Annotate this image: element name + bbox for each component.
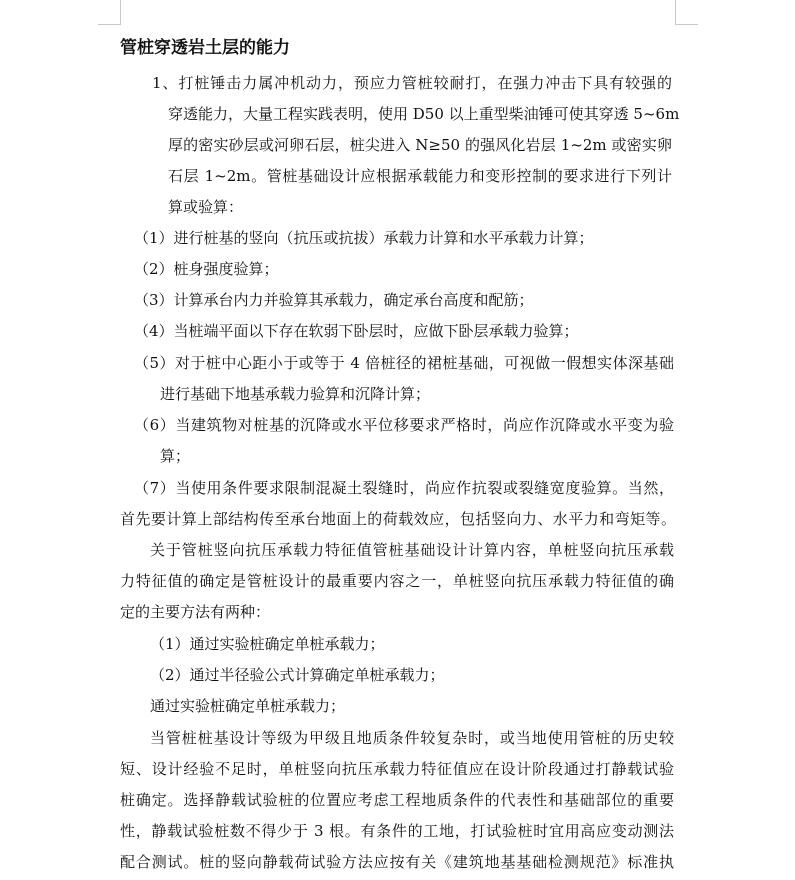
list-item: （6）当建筑物对桩基的沉降或水平位移要求严格时，尚应作沉降或水平变为验	[134, 416, 674, 434]
paragraph-line: 厚的密实砂层或河卵石层，桩尖进入 N≥50 的强风化岩层 1~2m 或密实卵	[168, 136, 672, 154]
list-item: （3）计算承台内力并验算其承载力，确定承台高度和配筋；	[134, 291, 534, 309]
list-item: （2）桩身强度验算；	[134, 260, 279, 278]
list-item-continued: 进行基础下地基承载力验算和沉降计算；	[160, 385, 431, 403]
paragraph-line: 穿透能力，大量工程实践表明，使用 D50 以上重型柴油锤可使其穿透 5~6m	[168, 105, 680, 123]
paragraph-line: 通过实验桩确定单桩承载力；	[150, 697, 346, 715]
paragraph-line: 配合测试。桩的竖向静载荷试验方法应按有关《建筑地基基础检测规范》标准执	[120, 853, 674, 871]
list-item: （5）对于桩中心距小于或等于 4 倍桩径的裙桩基础，可视做一假想实体深基础	[134, 354, 674, 372]
list-item: （1）进行桩基的竖向（抗压或抗拔）承载力计算和水平承载力计算；	[134, 229, 594, 247]
paragraph-line: 当管桩桩基设计等级为甲级且地质条件较复杂时，或当地使用管桩的历史较	[150, 729, 674, 747]
paragraph-line: 桩确定。选择静载试验桩的位置应考虑工程地质条件的代表性和基础部位的重要	[120, 791, 674, 809]
paragraph-line: 首先要计算上部结构传至承台地面上的荷载效应，包括竖向力、水平力和弯矩等。	[120, 510, 676, 528]
paragraph-line: 性，静载试验桩数不得少于 3 根。有条件的工地，打试验桩时宜用高应变动测法	[120, 822, 674, 840]
paragraph-line: 1、打桩锤击力属冲机动力，预应力管桩较耐打，在强力冲击下具有较强的	[152, 74, 672, 92]
top-right-margin-mark	[675, 0, 698, 25]
paragraph-line: 力特征值的确定是管桩设计的最重要内容之一，单桩竖向抗压承载力特征值的确	[120, 572, 674, 590]
paragraph-line: 短、设计经验不足时，单桩竖向抗压承载力特征值应在设计阶段通过打静载试验	[120, 760, 674, 778]
paragraph-line: 定的主要方法有两种：	[120, 603, 271, 621]
list-item: （7）当使用条件要求限制混凝土裂缝时，尚应作抗裂或裂缝宽度验算。当然，	[134, 479, 674, 497]
paragraph-line: 算或验算：	[168, 198, 244, 216]
list-item-continued: 算；	[160, 447, 191, 465]
list-item: （1）通过实验桩确定单桩承载力；	[150, 635, 385, 653]
top-left-margin-mark	[98, 0, 121, 25]
paragraph-line: 关于管桩竖向抗压承载力特征值管桩基础设计计算内容，单桩竖向抗压承载	[150, 541, 674, 559]
paragraph-line: 石层 1~2m。管桩基础设计应根据承载能力和变形控制的要求进行下列计	[168, 167, 672, 185]
list-item: （4）当桩端平面以下存在软弱下卧层时，应做下卧层承载力验算；	[134, 322, 579, 340]
section-heading: 管桩穿透岩土层的能力	[120, 38, 290, 58]
list-item: （2）通过半径验公式计算确定单桩承载力；	[150, 666, 445, 684]
